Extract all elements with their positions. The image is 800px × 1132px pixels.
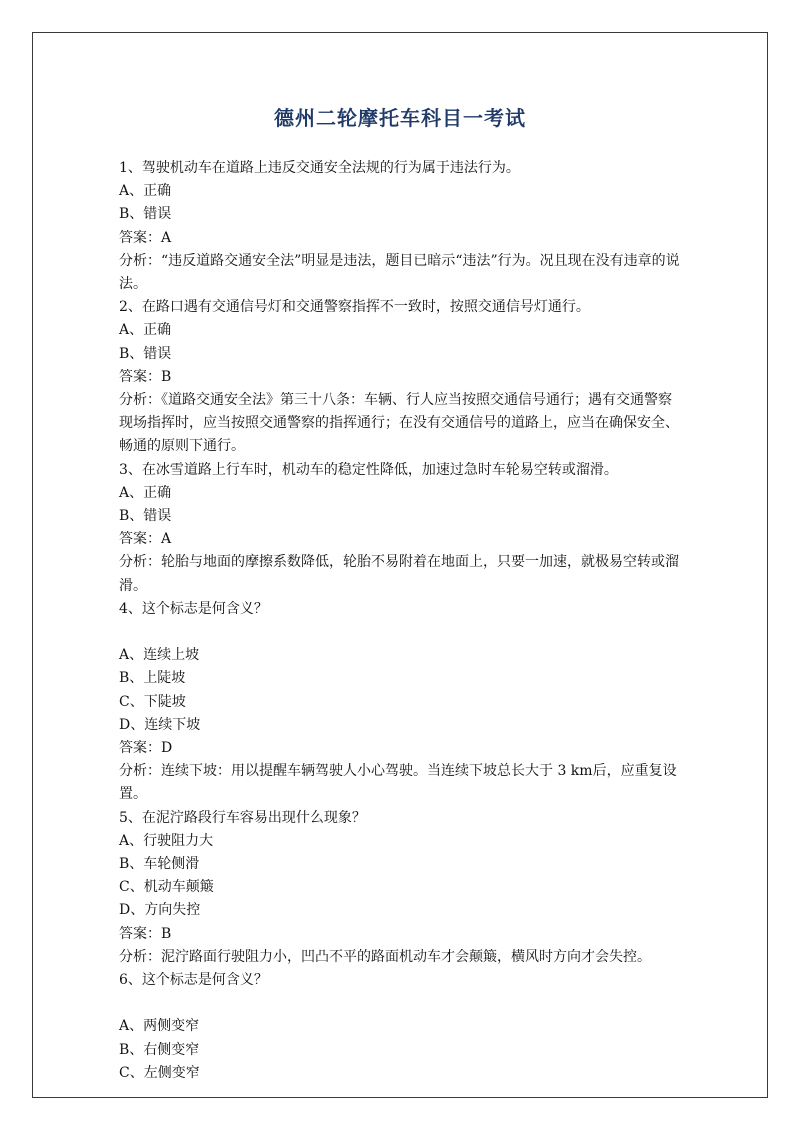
question-stem: 5、在泥泞路段行车容易出现什么现象？ — [119, 809, 366, 826]
option-a: A、正确 — [119, 484, 172, 501]
option-a: A、连续上坡 — [119, 647, 200, 664]
option-b: B、错误 — [119, 206, 172, 223]
question-stem: 4、这个标志是何含义？ — [119, 600, 268, 617]
option-b: B、右侧变窄 — [119, 1041, 200, 1058]
option-a: A、正确 — [119, 322, 172, 339]
option-d: D、连续下坡 — [119, 716, 201, 733]
question-stem: 2、在路口遇有交通信号灯和交通警察指挥不一致时，按照交通信号灯通行。 — [119, 299, 590, 316]
option-a: A、两侧变窄 — [119, 1018, 200, 1035]
option-c: C、机动车颠簸 — [119, 879, 214, 896]
option-a: A、行驶阻力大 — [119, 832, 214, 849]
answer: 答案：D — [119, 740, 173, 757]
document-title: 德州二轮摩托车科目一考试 — [274, 106, 526, 130]
sign-image-placeholder — [119, 992, 685, 1015]
question-4 — [119, 598, 685, 807]
option-a: A、正确 — [119, 183, 172, 200]
analysis: 分析：连续下坡：用以提醒车辆驾驶人小心驾驶。当连续下坡总长大于 3 km后，应重复设置。 — [119, 763, 677, 803]
question-6 — [119, 969, 685, 1085]
sign-image-placeholder — [119, 621, 685, 644]
option-c: C、下陡坡 — [119, 693, 186, 710]
question-stem: 1、驾驶机动车在道路上违反交通安全法规的行为属于违法行为。 — [119, 160, 520, 176]
question-stem: 6、这个标志是何含义？ — [119, 972, 268, 989]
option-d: D、方向失控 — [119, 902, 201, 919]
answer: 答案：B — [119, 368, 172, 385]
option-c: C、左侧变窄 — [119, 1064, 200, 1081]
question-3 — [119, 459, 685, 598]
question-1 — [119, 157, 685, 296]
option-b: B、上陡坡 — [119, 670, 186, 687]
option-b: B、错误 — [119, 508, 172, 525]
analysis: 分析：“违反道路交通安全法”明显是违法，题目已暗示“违法”行为。况且现在没有违章的说法。 — [119, 252, 680, 293]
question-list — [119, 157, 685, 1085]
answer: 答案：A — [119, 229, 172, 246]
question-2 — [119, 296, 685, 458]
answer: 答案：A — [119, 531, 172, 548]
analysis: 分析：轮胎与地面的摩擦系数降低，轮胎不易附着在地面上，只要一加速，就极易空转或溜滑。 — [119, 554, 679, 594]
question-5 — [119, 807, 685, 969]
option-b: B、错误 — [119, 345, 172, 362]
analysis: 分析：《道路交通安全法》第三十八条：车辆、行人应当按照交通信号通行；遇有交通警察现场指挥时，应当按照交通警察的指挥通行；在没有交通信号的道路上，应当在确保安全、畅通的原则下通行。 — [119, 392, 679, 455]
option-b: B、车轮侧滑 — [119, 856, 200, 873]
answer: 答案：B — [119, 925, 172, 942]
question-stem: 3、在冰雪道路上行车时，机动车的稳定性降低，加速过急时车轮易空转或溜滑。 — [119, 461, 618, 478]
analysis: 分析：泥泞路面行驶阻力小，凹凸不平的路面机动车才会颠簸，横风时方向才会失控。 — [119, 948, 651, 965]
